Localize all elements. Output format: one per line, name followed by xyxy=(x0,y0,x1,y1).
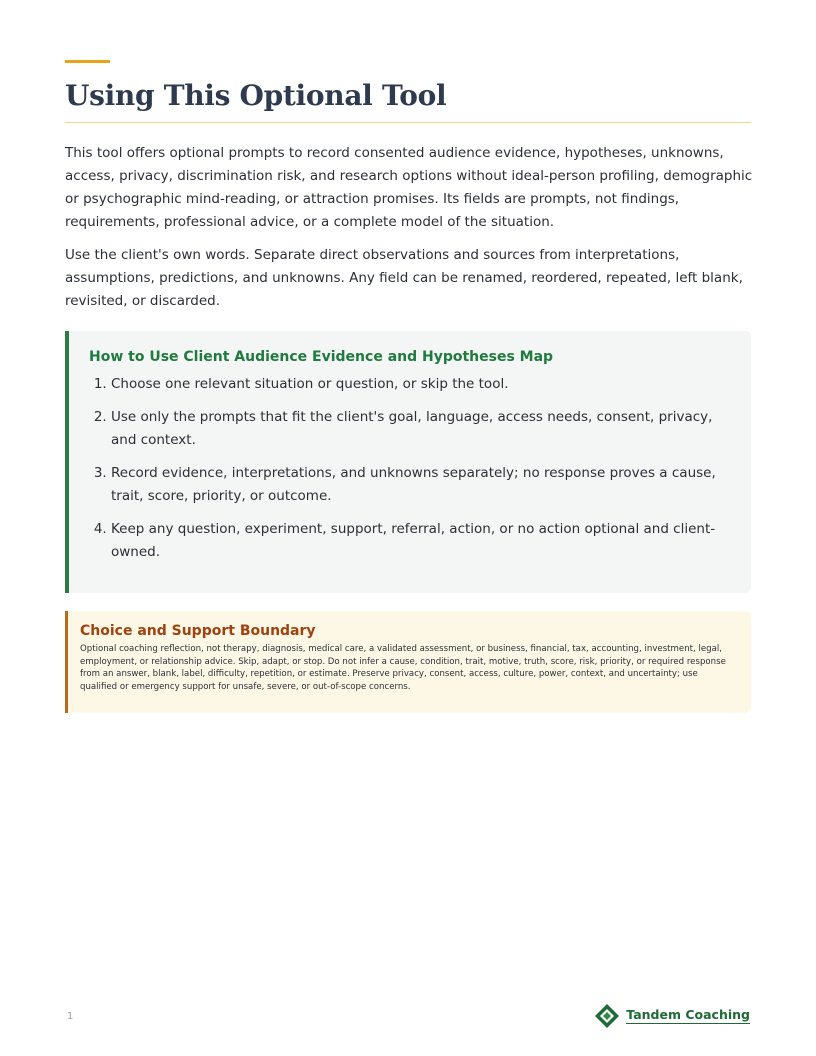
howto-callout xyxy=(65,331,751,593)
diamond-logo-icon xyxy=(594,1003,622,1029)
intro-paragraph: Use the client's own words. Separate direct observations and sources from interpretations, assumptions, predictions, and unknowns. Any field can be renamed, reordered, repeated, left blank, revisited, or discarded. xyxy=(65,247,743,309)
boundary-text: Optional coaching reflection, not therapy, diagnosis, medical care, a validated assessment, or business, financial, tax, accounting, investment, legal, employment, or relationship advice. Skip, adapt, or stop. Do not infer a cause, condition, trait, motive, truth, score, risk, priority, or required response from an answer, blank, label, difficulty, repetition, or estimate. Preserve privacy, consent, access, culture, power, context, and uncertainty; use qualified or emergency support for unsafe, severe, or out-of-scope concerns. xyxy=(80,644,726,692)
brand-name: Tandem Coaching xyxy=(626,1007,750,1022)
howto-step: 2. Use only the prompts that fit the client's goal, language, access needs, consent, privacy, and context. xyxy=(111,406,731,452)
howto-step: 1. Choose one relevant situation or question, or skip the tool. xyxy=(111,373,731,396)
howto-heading: How to Use Client Audience Evidence and Hypotheses Map xyxy=(89,349,554,365)
howto-steps-list xyxy=(89,373,731,564)
page-number: 1 xyxy=(67,1011,74,1022)
title-accent-bar xyxy=(65,60,110,63)
title-divider xyxy=(65,122,751,123)
brand-footer xyxy=(594,1003,750,1029)
intro-section xyxy=(65,142,755,323)
boundary-callout xyxy=(65,611,751,713)
boundary-heading: Choice and Support Boundary xyxy=(80,623,316,639)
intro-paragraph: This tool offers optional prompts to record consented audience evidence, hypotheses, unknowns, access, privacy, discrimination risk, and research options without ideal-person profiling, demographic or psychographic mind-reading, or attraction promises. Its fields are prompts, not findings, requirements, professional advice, or a complete model of the situation. xyxy=(65,145,753,230)
page-title: Using This Optional Tool xyxy=(65,79,447,112)
howto-step: 4. Keep any question, experiment, support, referral, action, or no action optional and client-owned. xyxy=(111,518,731,564)
howto-step: 3. Record evidence, interpretations, and unknowns separately; no response proves a cause, trait, score, priority, or outcome. xyxy=(111,462,731,508)
